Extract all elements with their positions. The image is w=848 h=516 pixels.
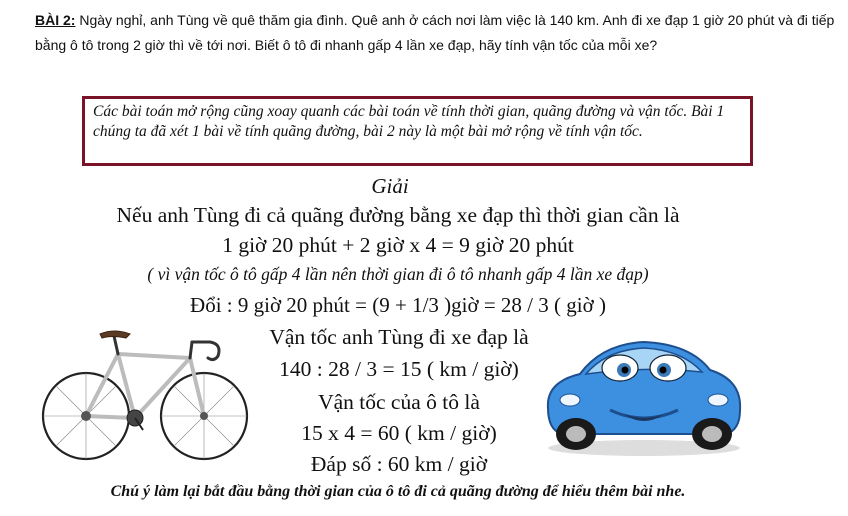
car-speed-label: Vận tốc của ô tô là — [318, 390, 480, 414]
solution-title: Giải — [371, 174, 409, 198]
saddle — [100, 331, 130, 338]
car-image — [540, 330, 746, 458]
bike-speed-calc: 140 : 28 / 3 = 15 ( km / giờ) — [279, 357, 519, 381]
solution-line-c: ( vì vận tốc ô tô gấp 4 lần nên thời gian đi ô tô nhanh gấp 4 lần xe đạp) — [147, 264, 649, 284]
solution-line-b: 1 giờ 20 phút + 2 giờ x 4 = 9 giờ 20 phút — [222, 233, 574, 257]
problem-label: BÀI 2: — [35, 12, 76, 28]
footer-note: Chú ý làm lại bắt đầu bằng thời gian của ô tô đi cả quãng đường để hiểu thêm bài nhe. — [110, 483, 686, 500]
car-speed-calc: 15 x 4 = 60 ( km / giờ) — [301, 421, 497, 445]
problem-statement — [35, 8, 835, 58]
bicycle-image — [40, 322, 250, 464]
bike-speed-label: Vận tốc anh Tùng đi xe đạp là — [269, 325, 529, 349]
solution-line-d: Đổi : 9 giờ 20 phút = (9 + 1/3 )giờ = 28 / 3 ( giờ ) — [190, 293, 606, 317]
solution-line-a: Nếu anh Tùng đi cả quãng đường bằng xe đạp thì thời gian cần là — [116, 203, 680, 227]
note-box — [82, 96, 753, 166]
answer-line: Đáp số : 60 km / giờ — [310, 452, 488, 476]
problem-text: Ngày nghỉ, anh Tùng về quê thăm gia đình. Quê anh ở cách nơi làm việc là 140 km. Anh đi xe đạp 1 giờ 20 phút và đi tiếp bằng ô tô trong 2 giờ thì về tới nơi. Biết ô tô đi nhanh gấp 4 lần xe đạp, hãy tính vận tốc của mỗi xe? — [35, 12, 835, 53]
note-text: Các bài toán mở rộng cũng xoay quanh các bài toán về tính thời gian, quãng đường và vận tốc. Bài 1 chúng ta đã xét 1 bài về tính quãng đường, bài 2 này là một bài mở rộng về tính vận tốc. — [93, 103, 725, 140]
